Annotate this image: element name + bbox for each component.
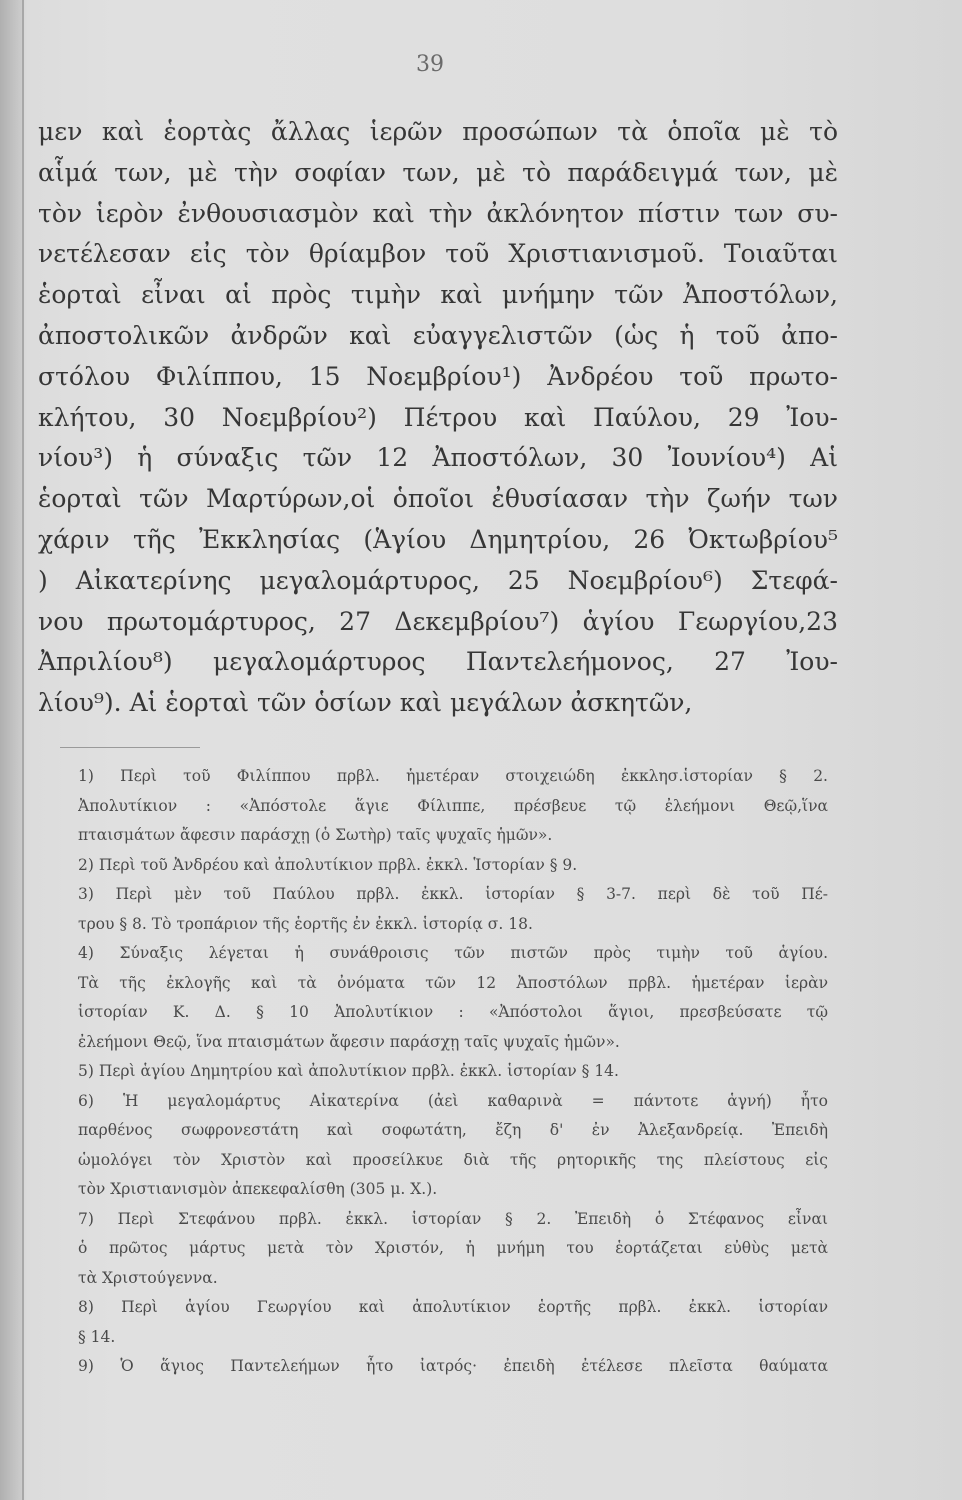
main-text-line: τὸν ἱερὸν ἐνθουσιασμὸν καὶ τὴν ἀκλόνητον πίστιν των συ-	[38, 198, 838, 228]
main-text-line: ) Αἰκατερίνης μεγαλομάρτυρος, 25 Νοεμβρίου⁶) Στεφά-	[38, 565, 838, 595]
footnote-line: τὸν Χριστιανισμὸν ἀπεκεφαλίσθη (305 μ. Χ.).	[78, 1180, 438, 1198]
footnote-line: 5) Περὶ ἁγίου Δημητρίου καὶ ἀπολυτίκιον πρβλ. ἐκκλ. ἱστορίαν § 14.	[78, 1062, 619, 1080]
footnote-line: ἱστορίαν Κ. Δ. § 10 Ἀπολυτίκιον : «Ἀπόστολοι ἅγιοι, πρεσβεύσατε τῷ	[78, 1003, 828, 1021]
footnote-line: πταισμάτων ἄφεσιν παράσχῃ (ὁ Σωτὴρ) ταῖς ψυχαῖς ἡμῶν».	[78, 826, 553, 844]
footnote-line: Ἀπολυτίκιον : «Ἀπόστολε ἅγιε Φίλιππε, πρέσβευε τῷ ἐλεήμονι Θεῷ,ἵνα	[78, 796, 828, 815]
footnote-line: 2) Περὶ τοῦ Ἀνδρέου καὶ ἀπολυτίκιον πρβλ. ἐκκλ. Ἱστορίαν § 9.	[78, 855, 578, 874]
footnote-line: 8) Περὶ ἁγίου Γεωργίου καὶ ἀπολυτίκιον ἑορτῆς πρβλ. ἐκκλ. ἱστορίαν	[78, 1298, 828, 1316]
main-text-line: αἷμά των, μὲ τὴν σοφίαν των, μὲ τὸ παράδειγμά των, μὲ	[38, 157, 838, 187]
main-text-line: ἑορταὶ εἶναι αἱ πρὸς τιμὴν καὶ μνήμην τῶν Ἀποστόλων,	[38, 280, 838, 310]
footnotes-block	[78, 762, 828, 1382]
footnote-line: τὰ Χριστούγεννα.	[78, 1268, 218, 1287]
main-text-line: ἑορταὶ τῶν Μαρτύρων,οἱ ὁποῖοι ἐθυσίασαν τὴν ζωήν των	[38, 484, 838, 514]
main-text-line: νετέλεσαν εἰς τὸν θρίαμβον τοῦ Χριστιανισμοῦ. Τοιαῦται	[38, 239, 838, 269]
footnote-line: ἐλεήμονι Θεῷ, ἵνα πταισμάτων ἄφεσιν παράσχῃ ταῖς ψυχαῖς ἡμῶν».	[78, 1032, 620, 1051]
footnote-line: ὁ πρῶτος μάρτυς μετὰ τὸν Χριστόν, ἡ μνήμη του ἑορτάζεται εὐθὺς μετὰ	[78, 1239, 828, 1257]
footnote-line: 3) Περὶ μὲν τοῦ Παύλου πρβλ. ἐκκλ. ἱστορίαν § 3-7. περὶ δὲ τοῦ Πέ-	[78, 885, 828, 903]
footnote-line: τρου § 8. Τὸ τροπάριον τῆς ἑορτῆς ἐν ἐκκλ. ἱστορίᾳ σ. 18.	[78, 914, 533, 933]
footnote-line: ὡμολόγει τὸν Χριστὸν καὶ προσείλκυε διὰ τῆς ρητορικῆς της πλείστους εἰς	[78, 1150, 828, 1169]
footnote-line: 4) Σύναξις λέγεται ἡ συνάθροισις τῶν πιστῶν πρὸς τιμὴν τοῦ ἁγίου.	[78, 944, 828, 962]
main-text-line: λίου⁹). Αἱ ἑορταὶ τῶν ὁσίων καὶ μεγάλων ἀσκητῶν,	[38, 688, 693, 718]
footnote-line: παρθένος σωφρονεστάτη καὶ σοφωτάτη, ἔζη δ' ἐν Ἀλεξανδρείᾳ. Ἐπειδὴ	[78, 1121, 828, 1139]
footnote-line: 9) Ὁ ἅγιος Παντελεήμων ἦτο ἰατρός· ἐπειδὴ ἐτέλεσε πλεῖστα θαύματα	[78, 1357, 828, 1375]
footnote-line: 1) Περὶ τοῦ Φιλίππου πρβλ. ἡμετέραν στοιχειώδη ἐκκλησ.ἱστορίαν § 2.	[78, 767, 828, 785]
binding-gutter	[0, 0, 24, 1500]
gutter-edge	[22, 0, 24, 1500]
main-text-line: κλήτου, 30 Νοεμβρίου²) Πέτρου καὶ Παύλου, 29 Ἰου-	[38, 402, 838, 432]
footnote-line: Τὰ τῆς ἐκλογῆς καὶ τὰ ὀνόματα τῶν 12 Ἀποστόλων πρβλ. ἡμετέραν ἱερὰν	[78, 973, 828, 992]
main-text-line: Ἀπριλίου⁸) μεγαλομάρτυρος Παντελεήμονος, 27 Ἰου-	[38, 647, 838, 677]
footnote-line: 6) Ἡ μεγαλομάρτυς Αἰκατερίνα (ἀεὶ καθαρινὰ = πάντοτε ἁγνή) ἦτο	[78, 1091, 828, 1110]
main-text-line: νίου³) ἡ σύναξις τῶν 12 Ἀποστόλων, 30 Ἰουνίου⁴) Αἱ	[38, 443, 838, 473]
main-text-line: χάριν τῆς Ἐκκλησίας (Ἁγίου Δημητρίου, 26 Ὀκτωβρίου⁵	[38, 524, 838, 554]
main-text-line: ἀποστολικῶν ἀνδρῶν καὶ εὐαγγελιστῶν (ὡς ἡ τοῦ ἀπο-	[38, 320, 838, 350]
main-text-line: νου πρωτομάρτυρος, 27 Δεκεμβρίου⁷) ἁγίου Γεωργίου,23	[38, 606, 838, 636]
main-text-block	[38, 112, 838, 724]
footnote-line: § 14.	[78, 1327, 116, 1346]
page-number: 39	[416, 52, 444, 77]
main-text-line: στόλου Φιλίππου, 15 Νοεμβρίου¹) Ἀνδρέου τοῦ πρωτο-	[38, 361, 838, 391]
footnote-line: 7) Περὶ Στεφάνου πρβλ. ἐκκλ. ἱστορίαν § 2. Ἐπειδὴ ὁ Στέφανος εἶναι	[78, 1209, 828, 1228]
footnote-divider	[60, 747, 200, 748]
main-text-line: μεν καὶ ἑορτὰς ἄλλας ἱερῶν προσώπων τὰ ὁποῖα μὲ τὸ	[38, 117, 838, 146]
